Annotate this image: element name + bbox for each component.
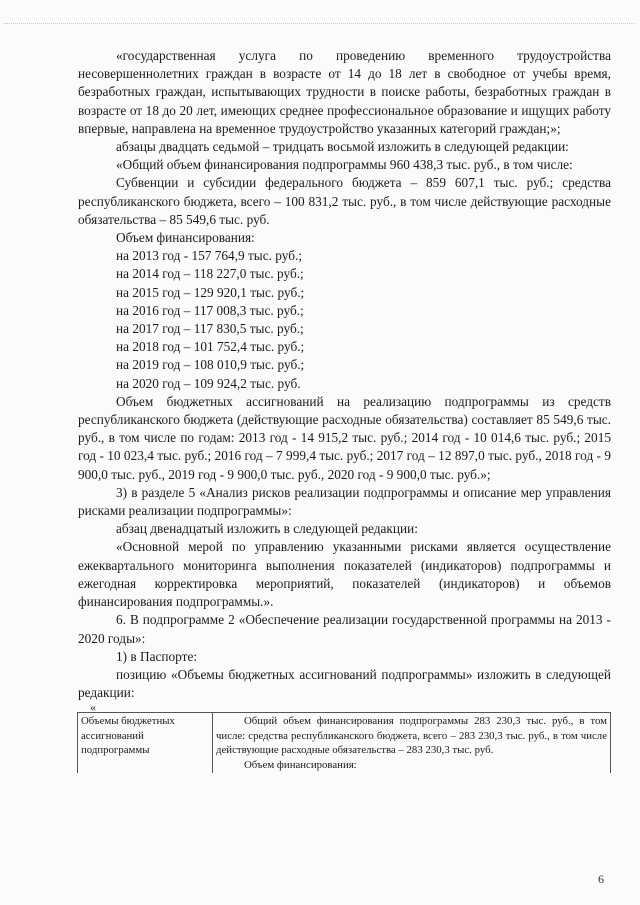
paragraph-section-5: 3) в разделе 5 «Анализ рисков реализации подпрограммы и описание мер управления рисками реализации подпрограммы»: xyxy=(78,484,611,519)
table-cell-label: Объемы бюджетных ассигнований подпрограммы xyxy=(78,713,213,773)
paragraph-instruction-12: абзац двенадцатый изложить в следующей редакции: xyxy=(116,521,418,537)
paragraph-risk-measure: «Основной мерой по управлению указанными рисками является осуществление ежеквартального мониторинга выполнения показателей (индикаторов) подпрограммы и ежегодная корректировка мероприятий, показателей (индикаторов) и объемов финансирования подпрограммы.». xyxy=(78,539,611,610)
paragraph-passport: 1) в Паспорте: xyxy=(116,648,198,664)
list-item: на 2014 год – 118 227,0 тыс. руб.; xyxy=(116,266,304,282)
paragraph-subsidies: Субвенции и субсидии федерального бюджета – 859 607,1 тыс. руб.; средства республиканского бюджета, всего – 100 831,2 тыс. руб., в том числе действующие расходные обязательства – 85 549,6 тыс. руб. xyxy=(78,175,611,227)
funding-by-year-list xyxy=(78,229,611,393)
list-item: на 2018 год – 101 752,4 тыс. руб.; xyxy=(116,339,305,355)
list-item: на 2013 год - 157 764,9 тыс. руб.; xyxy=(116,248,303,264)
paragraph-instruction: абзацы двадцать седьмой – тридцать восьмой изложить в следующей редакции: xyxy=(116,139,569,155)
list-item: на 2016 год – 117 008,3 тыс. руб.; xyxy=(116,302,304,318)
list-item: на 2015 год – 129 920,1 тыс. руб.; xyxy=(116,284,305,300)
paragraph-position: позицию «Объемы бюджетных ассигнований подпрограммы» изложить в следующей редакции: xyxy=(78,666,611,701)
list-item: на 2017 год – 117 830,5 тыс. руб.; xyxy=(116,321,304,337)
list-item: на 2020 год – 109 924,2 тыс. руб. xyxy=(116,375,301,391)
page-top-border xyxy=(4,23,636,24)
table-value-main: Общий объем финансирования подпрограммы 283 230,3 тыс. руб., в том числе: средства республиканского бюджета, всего – 283 230,3 тыс. руб., в том числе действующие расходные обязательства – 283 230,3 тыс. руб. xyxy=(216,715,607,757)
table-value-sub: Объем финансирования: xyxy=(244,758,357,771)
document-body xyxy=(78,47,611,773)
page-number: 6 xyxy=(598,872,604,886)
paragraph-service: «государственная услуга по проведению временного трудоустройства несовершеннолетних граждан в возрасте от 14 до 18 лет в свободное от учебы время, безработных граждан, испытывающих трудности в поиске работы, безработных граждан в возрасте от 18 до 20 лет, имеющих среднее профессиональное образование и ищущих работу впервые, направлена на временное трудоустройство указанных категорий граждан;»; xyxy=(78,48,611,136)
paragraph-total-funding: «Общий объем финансирования подпрограммы 960 438,3 тыс. руб., в том числе: xyxy=(116,157,573,173)
table-cell-value xyxy=(213,713,611,773)
opening-quote: « xyxy=(90,700,96,715)
funding-heading: Объем финансирования: xyxy=(116,230,255,246)
table-row xyxy=(78,713,611,773)
paragraph-budget-allocations: Объем бюджетных ассигнований на реализацию подпрограммы из средств республиканского бюджета (действующие расходные обязательства) составляет 85 549,6 тыс. руб., в том числе по годам: 2013 год - 14 915,2 тыс. руб.; 2014 год - 10 014,6 тыс. руб.; 2015 год - 10 023,4 тыс. руб.; 2016 год – 7 999,4 тыс. руб.; 2017 год – 12 897,0 тыс. руб., 2018 год - 9 900,0 тыс. руб., 2019 год - 9 900,0 тыс. руб., 2020 год - 9 900,0 тыс. руб.»; xyxy=(78,393,611,482)
paragraph-subprogram-2: 6. В подпрограмме 2 «Обеспечение реализации государственной программы на 2013 - 2020 годы»: xyxy=(78,612,611,646)
list-item: на 2019 год – 108 010,9 тыс. руб.; xyxy=(116,357,305,373)
passport-table xyxy=(77,712,611,773)
